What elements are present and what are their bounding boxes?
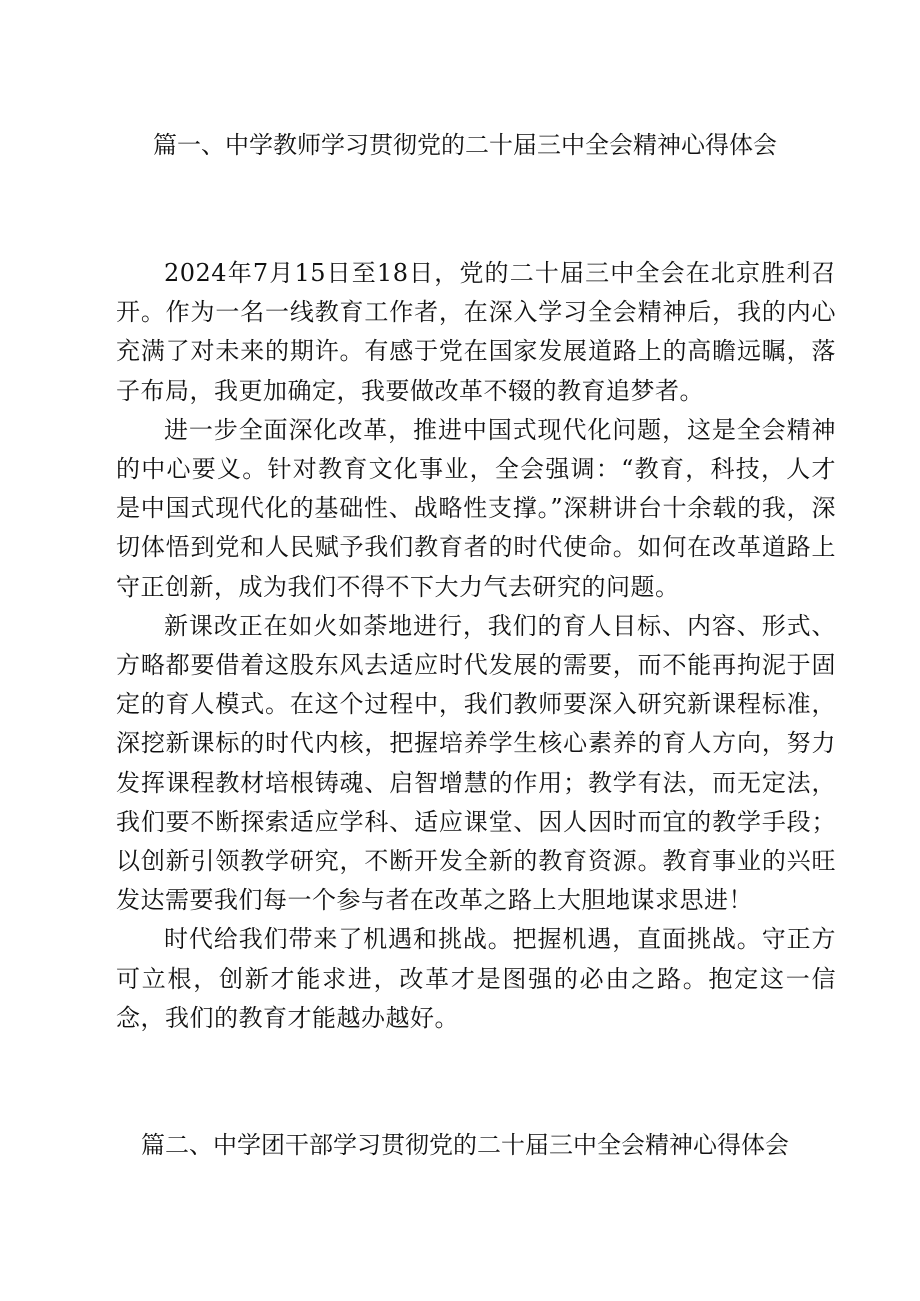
section-title-1: 篇一、中学教师学习贯彻党的二十届三中全会精神心得体会 xyxy=(153,131,777,159)
paragraph-2: 进一步全面深化改革，推进中国式现代化问题，这是全会精神的中心要义。针对教育文化事业，全会强调：“教育，科技，人才是中国式现代化的基础性、战略性支撑。”深耕讲台十余载的我，深切体悟到党和人民赋予我们教育者的时代使命。如何在改革道路上守正创新，成为我们不得不下大力气去研究的问题。 xyxy=(116,415,836,601)
paragraph-4: 时代给我们带来了机遇和挑战。把握机遇，直面挑战。守正方可立根，创新才能求进，改革才是图强的必由之路。抱定这一信念，我们的教育才能越办越好。 xyxy=(116,925,836,1032)
paragraph-3: 新课改正在如火如荼地进行，我们的育人目标、内容、形式、方略都要借着这股东风去适应时代发展的需要，而不能再拘泥于固定的育人模式。在这个过程中，我们教师要深入研究新课程标准，深挖新课标的时代内核，把握培养学生核心素养的育人方向，努力发挥课程教材培根铸魂、启智增慧的作用；教学有法，而无定法，我们要不断探索适应学科、适应课堂、因人因时而宜的教学手段；以创新引领教学研究，不断开发全新的教育资源。教育事业的兴旺发达需要我们每一个参与者在改革之路上大胆地谋求思进！ xyxy=(116,611,836,915)
section-title-2: 篇二、中学团干部学习贯彻党的二十届三中全会精神心得体会 xyxy=(141,1131,789,1159)
paragraph-1: 2024年7月15日至18日，党的二十届三中全会在北京胜利召开。作为一名一线教育工作者，在深入学习全会精神后，我的内心充满了对未来的期许。有感于党在国家发展道路上的高瞻远瞩，落子布局，我更加确定，我要做改革不辍的教育追梦者。 xyxy=(116,259,836,405)
document-body xyxy=(116,254,836,1038)
